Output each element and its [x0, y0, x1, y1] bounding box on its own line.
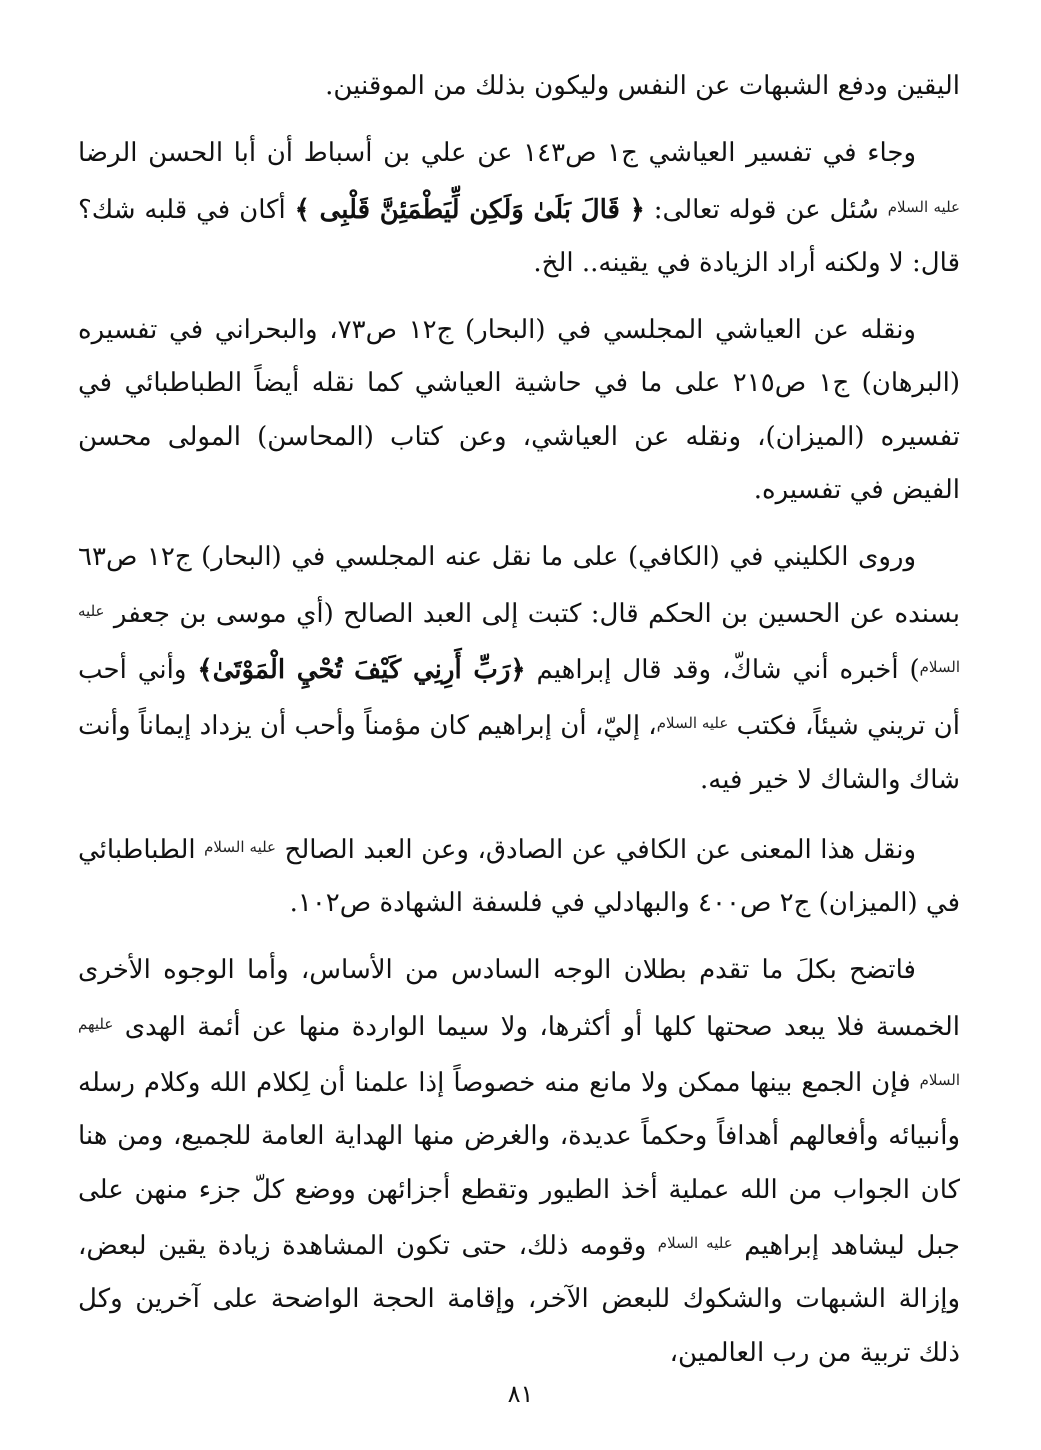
paragraph-3	[78, 304, 960, 517]
paragraph-4	[78, 531, 960, 806]
text-run: اليقين ودفع الشبهات عن النفس وليكون بذلك من الموقنين.	[325, 71, 960, 101]
text-run: ، إليّ، أن إبراهيم كان مؤمناً وأحب أن يزداد إيماناً وأنت شاك والشاك لا خير فيه.	[78, 711, 960, 795]
honorific-mark: عليه السلام	[887, 197, 961, 216]
text-run: فاتضح بكلَ ما تقدم بطلان الوجه السادس من الأساس، وأما الوجوه الأخرى الخمسة فلا يبعد صحتها كلها أو أكثرها، ولا سيما الواردة منها عن أئمة الهدى	[78, 955, 960, 1042]
honorific-mark: عليهم السلام	[78, 1014, 960, 1090]
honorific-mark: عليه السلام	[656, 714, 729, 733]
quran-verse: ﴿رَبِّ أَرِنِي كَيْفَ تُحْيِ الْمَوْتَىٰ﴾	[197, 654, 526, 685]
text-run: وأني أحب أن تريني شيئاً، فكتب	[78, 654, 961, 742]
honorific-mark: عليه السلام	[78, 601, 960, 676]
paragraph-5	[78, 821, 960, 931]
text-run: وروى الكليني في (الكافي) على ما نقل عنه المجلسي في (البحار) ج١٢ ص٦٣ بسنده عن الحسين بن الحكم قال: كتبت إلى العبد الصالح (أي موسى بن جعفر	[78, 542, 960, 629]
document-page	[78, 60, 960, 1380]
page-number: ٨١	[507, 1380, 534, 1408]
text-run: أكان في قلبه شك؟ قال: لا ولكنه أراد الزيادة في يقينه.. الخ.	[78, 194, 960, 278]
text-run: ) أخبره أني شاكّ، وقد قال إبراهيم	[525, 654, 920, 685]
paragraph-1	[78, 60, 960, 113]
honorific-mark: عليه السلام	[657, 1233, 733, 1252]
quran-verse: ﴿ قَالَ بَلَىٰ وَلَكِن لِّيَطْمَئِنَّ قَلْبِى ﴾	[294, 194, 645, 225]
text-run: الطباطبائي في (الميزان) ج٢ ص٤٠٠ والبهادلي في فلسفة الشهادة ص١٠٢.	[78, 834, 960, 919]
paragraph-6	[78, 944, 960, 1379]
text-run: سُئل عن قوله تعالى:	[644, 194, 888, 225]
honorific-mark: عليه السلام	[204, 837, 277, 856]
text-run: ونقله عن العياشي المجلسي في (البحار) ج١٢ ص٧٣، والبحراني في تفسيره (البرهان) ج١ ص٢١٥ على ما في حاشية العياشي كما نقله أيضاً الطباطبائي في تفسيره (الميزان)، ونقله عن العياشي، وعن كتاب (المحاسن) المولى محسن الفيض في تفسيره.	[78, 315, 960, 506]
text-run: وقومه ذلك، حتى تكون المشاهدة زيادة يقين لبعض، وإزالة الشبهات والشكوك للبعض الآخر، وإقامة الحجة الواضحة على آخرين وكل ذلك تربية من رب العالمين،	[78, 1230, 960, 1368]
text-run: فإن الجمع بينها ممكن ولا مانع منه خصوصاً إذا علمنا أن لِكلام الله وكلام رسله وأنبيائه وأفعالهم أهدافاً وحكماً عديدة، والغرض منها الهداية العامة للجميع، ومن هنا كان الجواب من الله عملية أخذ الطيور وتقطع أجزائهن ووضع كلّ جزء منهن على جبل ليشاهد إبراهيم	[78, 1068, 960, 1261]
text-run: ونقل هذا المعنى عن الكافي عن الصادق، وعن العبد الصالح	[276, 834, 917, 865]
text-run: وجاء في تفسير العياشي ج١ ص١٤٣ عن علي بن أسباط أن أبا الحسن الرضا	[78, 138, 917, 169]
paragraph-2	[78, 127, 960, 290]
